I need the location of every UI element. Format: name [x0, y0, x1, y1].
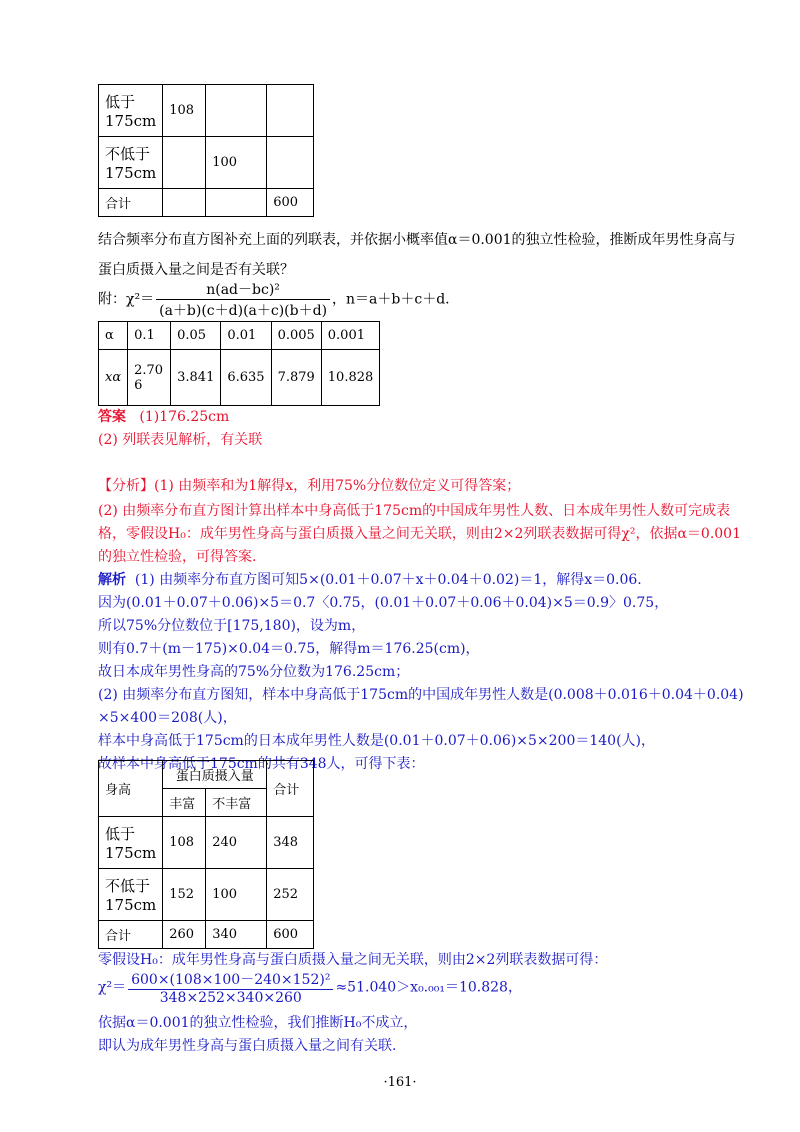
header-height: 身高	[99, 761, 163, 817]
table-row	[99, 921, 314, 949]
solution-line-3: 所以75%分位数位于[175,180)，设为m，	[98, 618, 366, 634]
table-row	[99, 817, 314, 869]
table-cell: 108	[163, 85, 206, 137]
table-row	[99, 85, 314, 137]
conclusion-line-1: 零假设H₀：成年男性身高与蛋白质摄入量之间无关联，则由2×2列联表数据可得：	[98, 952, 608, 968]
solution-line-5: 故日本成年男性身高的75%分位数为176.25cm；	[98, 664, 410, 680]
formula-denominator: (a＋b)(c＋d)(a＋c)(b＋d)	[159, 303, 328, 319]
row-label: 175cm	[105, 164, 157, 182]
solution-line-8: 样本中身高低于175cm的日本成年男性人数是(0.01＋0.07＋0.06)×5×200＝140(人)，	[98, 733, 656, 749]
row-label: 175cm	[105, 844, 157, 862]
analysis-line-1	[98, 475, 520, 495]
conclusion-line-3: 依据α＝0.001的独立性检验，我们推断H₀不成立，	[98, 1015, 418, 1031]
table-cell: 108	[163, 817, 206, 869]
question-line-2: 蛋白质摄入量之间是否有关联？	[98, 262, 294, 278]
solution-line-9: 故样本中身高低于175cm的共有348人，可得下表：	[98, 756, 425, 772]
table-cell	[267, 85, 314, 137]
contingency-table-partial	[98, 84, 314, 217]
answer-line-1	[98, 406, 229, 426]
table-cell	[267, 137, 314, 189]
cell-part: 2.70	[134, 362, 164, 378]
chi-square-formula	[98, 279, 450, 320]
table-cell: 0.01	[221, 322, 271, 350]
table-cell: 600	[267, 189, 314, 217]
solution-line-7: ×5×400＝208(人)，	[98, 710, 237, 726]
table-row	[99, 189, 314, 217]
solution-line-2: 因为(0.01＋0.07＋0.06)×5＝0.7〈0.75，(0.01＋0.07＋0.06＋0.04)×5＝0.9〉0.75，	[98, 595, 669, 611]
row-label: 低于	[105, 825, 136, 843]
table-cell: 260	[163, 921, 206, 949]
formula-suffix: ，n＝a＋b＋c＋d.	[332, 291, 450, 308]
chi-square-calculation	[98, 969, 522, 1006]
row-label: 低于	[105, 93, 136, 111]
table-cell: 340	[206, 921, 267, 949]
solution-line-1	[98, 569, 642, 589]
solution-label: 解析	[98, 572, 126, 588]
answer-part-1: (1)176.25cm	[139, 409, 230, 425]
table-cell	[206, 85, 267, 137]
header-rich: 丰富	[163, 789, 206, 817]
chi-suffix: ≈51.040＞x₀.₀₀₁＝10.828，	[335, 979, 522, 996]
table-row	[99, 761, 314, 789]
table-cell: 3.841	[171, 350, 221, 406]
table-cell: 100	[206, 869, 267, 921]
table-row	[99, 350, 380, 406]
conclusion-line-4: 即认为成年男性身高与蛋白质摄入量之间有关联.	[98, 1038, 397, 1054]
chi-fraction	[128, 969, 333, 1006]
row-label: α	[99, 322, 128, 350]
answer-line-2: (2) 列联表见解析，有关联	[98, 432, 263, 448]
table-cell: 600	[267, 921, 314, 949]
row-label: 合计	[99, 921, 163, 949]
row-label: 不低于	[105, 145, 151, 163]
chi-prefix: χ²＝	[98, 979, 127, 996]
table-cell	[163, 137, 206, 189]
contingency-table-full	[98, 760, 314, 949]
formula-numerator: n(ad－bc)²	[156, 279, 330, 300]
table-cell: 240	[206, 817, 267, 869]
analysis-line-2: (2) 由频率分布直方图计算出样本中身高低于175cm的中国成年男性人数、日本成年男性人数可完成表	[98, 503, 731, 519]
table-cell	[128, 350, 171, 406]
table-cell: 100	[206, 137, 267, 189]
header-not-rich: 不丰富	[206, 789, 267, 817]
table-row	[99, 322, 380, 350]
row-label: 175cm	[105, 896, 157, 914]
table-cell: 7.879	[271, 350, 321, 406]
formula-prefix: 附：χ²＝	[98, 291, 155, 308]
table-cell: 0.05	[171, 322, 221, 350]
question-line-1: 结合频率分布直方图补充上面的列联表，并依据小概率值α＝0.001的独立性检验，推断成年男性身高与	[98, 232, 736, 248]
chi-numerator: 600×(108×100－240×152)²	[128, 969, 333, 990]
answer-label: 答案	[98, 409, 126, 425]
critical-value-table	[98, 321, 380, 406]
row-label: 175cm	[105, 112, 157, 130]
table-cell: 0.005	[271, 322, 321, 350]
solution-text: (1) 由频率分布直方图可知5×(0.01＋0.07＋x＋0.04＋0.02)＝1，解得x＝0.06.	[134, 572, 642, 588]
row-label: xα	[99, 350, 128, 406]
table-row	[99, 137, 314, 189]
table-cell: 348	[267, 817, 314, 869]
cell-part: 6	[134, 377, 143, 393]
page-number: ·161·	[383, 1075, 417, 1090]
formula-fraction	[156, 279, 330, 320]
analysis-text: (1) 由频率和为1解得x，利用75%分位数位定义可得答案；	[154, 478, 521, 494]
analysis-label: 【分析】	[98, 478, 154, 494]
solution-line-6: (2) 由频率分布直方图知，样本中身高低于175cm的中国成年男性人数是(0.008＋0.016＋0.04＋0.04)	[98, 687, 744, 703]
table-cell	[206, 189, 267, 217]
table-cell: 252	[267, 869, 314, 921]
row-label: 合计	[99, 189, 163, 217]
header-protein: 蛋白质摄入量	[163, 761, 267, 789]
table-row	[99, 869, 314, 921]
solution-line-4: 则有0.7＋(m－175)×0.04＝0.75，解得m＝176.25(cm)，	[98, 641, 480, 657]
table-cell	[163, 189, 206, 217]
table-cell: 10.828	[321, 350, 380, 406]
table-cell: 152	[163, 869, 206, 921]
analysis-line-4: 的独立性检验，可得答案.	[98, 549, 257, 565]
table-cell: 0.001	[321, 322, 380, 350]
table-cell: 6.635	[221, 350, 271, 406]
row-label: 不低于	[105, 877, 151, 895]
header-total: 合计	[267, 761, 314, 817]
table-cell: 0.1	[128, 322, 171, 350]
analysis-line-3: 格，零假设H₀：成年男性身高与蛋白质摄入量之间无关联，则由2×2列联表数据可得χ²，依据α＝0.001	[98, 526, 741, 542]
chi-denominator: 348×252×340×260	[159, 990, 302, 1006]
